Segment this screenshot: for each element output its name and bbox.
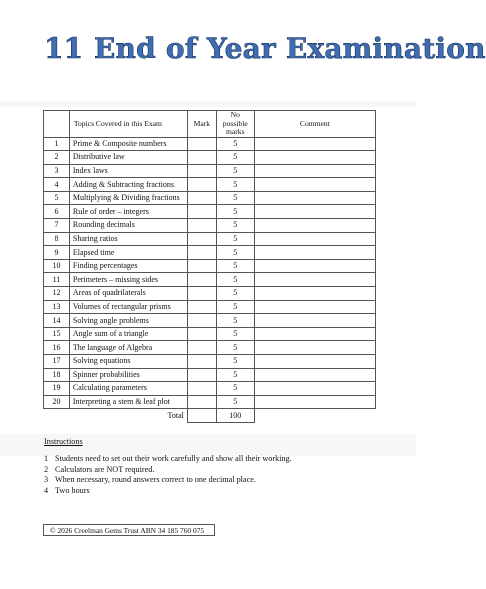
row-mark-cell[interactable]	[187, 178, 216, 192]
row-mark-cell[interactable]	[187, 151, 216, 165]
table-row	[44, 246, 376, 260]
row-mark-cell[interactable]	[187, 205, 216, 219]
row-mark-cell[interactable]	[187, 137, 216, 151]
page-title	[44, 30, 486, 68]
row-possible-marks: 5	[216, 395, 254, 409]
table-row	[44, 151, 376, 165]
row-number: 3	[44, 164, 70, 178]
instruction-text: When necessary, round answers correct to one decimal place.	[55, 475, 256, 485]
table-row	[44, 355, 376, 369]
row-possible-marks: 5	[216, 382, 254, 396]
row-mark-cell[interactable]	[187, 395, 216, 409]
row-mark-cell[interactable]	[187, 232, 216, 246]
instruction-item	[44, 454, 384, 465]
table-row	[44, 137, 376, 151]
table-row	[44, 314, 376, 328]
row-number: 10	[44, 259, 70, 273]
instructions-heading: Instructions	[44, 437, 83, 446]
instruction-number: 3	[44, 475, 49, 485]
row-possible-marks: 5	[216, 137, 254, 151]
table-body	[44, 137, 376, 409]
row-mark-cell[interactable]	[187, 164, 216, 178]
row-possible-marks: 5	[216, 232, 254, 246]
total-row	[44, 409, 376, 423]
row-topic: Solving equations	[69, 355, 187, 369]
row-mark-cell[interactable]	[187, 327, 216, 341]
row-topic: Prime & Composite numbers	[69, 137, 187, 151]
table-row	[44, 287, 376, 301]
row-number: 14	[44, 314, 70, 328]
instructions-section	[44, 437, 384, 496]
row-topic: Distributive law	[69, 151, 187, 165]
row-number: 7	[44, 219, 70, 233]
table-row	[44, 395, 376, 409]
row-topic: Calculating parameters	[69, 382, 187, 396]
row-comment-cell[interactable]	[254, 273, 375, 287]
row-number: 2	[44, 151, 70, 165]
total-comment-spacer	[254, 409, 375, 423]
topics-table	[43, 110, 376, 423]
row-mark-cell[interactable]	[187, 382, 216, 396]
row-possible-marks: 5	[216, 164, 254, 178]
copyright-notice: © 2026 Creelman Gems Trust ABN 34 185 760 075	[43, 524, 215, 536]
table-row	[44, 219, 376, 233]
row-topic: Interpreting a stem & leaf plot	[69, 395, 187, 409]
instruction-item	[44, 486, 384, 497]
row-possible-marks: 5	[216, 151, 254, 165]
row-mark-cell[interactable]	[187, 246, 216, 260]
instruction-text: Two hours	[55, 485, 90, 495]
row-mark-cell[interactable]	[187, 341, 216, 355]
row-number: 20	[44, 395, 70, 409]
row-number: 12	[44, 287, 70, 301]
table-row	[44, 368, 376, 382]
table-row	[44, 341, 376, 355]
row-topic: Elapsed time	[69, 246, 187, 260]
exam-title: End of Year Examination	[94, 32, 486, 65]
row-topic: Finding percentages	[69, 259, 187, 273]
exam-number: 11	[44, 32, 84, 65]
row-mark-cell[interactable]	[187, 355, 216, 369]
row-number: 17	[44, 355, 70, 369]
header-comment: Comment	[254, 111, 375, 138]
row-comment-cell[interactable]	[254, 287, 375, 301]
instruction-number: 4	[44, 485, 49, 495]
instruction-item	[44, 465, 384, 476]
row-possible-marks: 5	[216, 300, 254, 314]
header-topics: Topics Covered in this Exam	[69, 111, 187, 138]
row-topic: Areas of quadrilaterals	[69, 287, 187, 301]
row-possible-marks: 5	[216, 314, 254, 328]
row-comment-cell[interactable]	[254, 314, 375, 328]
row-possible-marks: 5	[216, 219, 254, 233]
row-comment-cell[interactable]	[254, 327, 375, 341]
row-topic: The language of Algebra	[69, 341, 187, 355]
row-number: 19	[44, 382, 70, 396]
row-comment-cell[interactable]	[254, 395, 375, 409]
instruction-item	[44, 475, 384, 486]
row-possible-marks: 5	[216, 205, 254, 219]
table-row	[44, 273, 376, 287]
table-row	[44, 259, 376, 273]
row-comment-cell[interactable]	[254, 232, 375, 246]
row-number: 13	[44, 300, 70, 314]
row-topic: Index laws	[69, 164, 187, 178]
table-row	[44, 327, 376, 341]
row-topic: Rounding decimals	[69, 219, 187, 233]
row-number: 9	[44, 246, 70, 260]
table-row	[44, 164, 376, 178]
row-mark-cell[interactable]	[187, 368, 216, 382]
row-topic: Rule of order – integers	[69, 205, 187, 219]
row-possible-marks: 5	[216, 287, 254, 301]
row-topic: Adding & Subtracting fractions	[69, 178, 187, 192]
instruction-text: Students need to set out their work carefully and show all their working.	[55, 454, 292, 463]
row-comment-cell[interactable]	[254, 259, 375, 273]
row-mark-cell[interactable]	[187, 219, 216, 233]
instruction-number: 2	[44, 464, 49, 474]
table-row	[44, 205, 376, 219]
total-spacer	[44, 409, 70, 423]
row-possible-marks: 5	[216, 368, 254, 382]
row-number: 1	[44, 137, 70, 151]
table-row	[44, 191, 376, 205]
instructions-list	[44, 454, 384, 496]
row-possible-marks: 5	[216, 341, 254, 355]
row-comment-cell[interactable]	[254, 137, 375, 151]
total-value: 100	[216, 409, 254, 423]
row-comment-cell[interactable]	[254, 300, 375, 314]
shaded-band-top	[0, 101, 416, 107]
table-row	[44, 382, 376, 396]
row-topic: Spinner probabilities	[69, 368, 187, 382]
row-topic: Multiplying & Dividing fractions	[69, 191, 187, 205]
row-topic: Sharing ratios	[69, 232, 187, 246]
row-possible-marks: 5	[216, 178, 254, 192]
row-comment-cell[interactable]	[254, 355, 375, 369]
row-comment-cell[interactable]	[254, 151, 375, 165]
row-mark-cell[interactable]	[187, 287, 216, 301]
total-label: Total	[167, 410, 184, 420]
row-topic: Volumes of rectangular prisms	[69, 300, 187, 314]
table-row	[44, 178, 376, 192]
row-possible-marks: 5	[216, 259, 254, 273]
header-number-cell	[44, 111, 70, 138]
table-row	[44, 300, 376, 314]
row-number: 11	[44, 273, 70, 287]
row-possible-marks: 5	[216, 273, 254, 287]
row-comment-cell[interactable]	[254, 382, 375, 396]
row-mark-cell[interactable]	[187, 300, 216, 314]
row-comment-cell[interactable]	[254, 164, 375, 178]
table-row	[44, 232, 376, 246]
row-comment-cell[interactable]	[254, 246, 375, 260]
row-possible-marks: 5	[216, 191, 254, 205]
row-mark-cell[interactable]	[187, 191, 216, 205]
row-comment-cell[interactable]	[254, 191, 375, 205]
row-comment-cell[interactable]	[254, 341, 375, 355]
row-possible-marks: 5	[216, 246, 254, 260]
header-mark: Mark	[187, 111, 216, 138]
row-number: 18	[44, 368, 70, 382]
header-possible-marks: No possible marks	[216, 111, 254, 138]
row-number: 5	[44, 191, 70, 205]
row-comment-cell[interactable]	[254, 178, 375, 192]
row-number: 8	[44, 232, 70, 246]
row-topic: Angle sum of a triangle	[69, 327, 187, 341]
row-mark-cell[interactable]	[187, 259, 216, 273]
row-possible-marks: 5	[216, 355, 254, 369]
row-comment-cell[interactable]	[254, 219, 375, 233]
row-number: 6	[44, 205, 70, 219]
row-comment-cell[interactable]	[254, 368, 375, 382]
row-mark-cell[interactable]	[187, 273, 216, 287]
total-mark-cell[interactable]	[187, 409, 216, 423]
row-number: 15	[44, 327, 70, 341]
row-mark-cell[interactable]	[187, 314, 216, 328]
table-header-row	[44, 111, 376, 138]
row-topic: Solving angle problems	[69, 314, 187, 328]
row-possible-marks: 5	[216, 327, 254, 341]
row-topic: Perimeters – missing sides	[69, 273, 187, 287]
row-number: 16	[44, 341, 70, 355]
instruction-text: Calculators are NOT required.	[55, 464, 155, 474]
row-number: 4	[44, 178, 70, 192]
row-comment-cell[interactable]	[254, 205, 375, 219]
instruction-number: 1	[44, 454, 49, 463]
